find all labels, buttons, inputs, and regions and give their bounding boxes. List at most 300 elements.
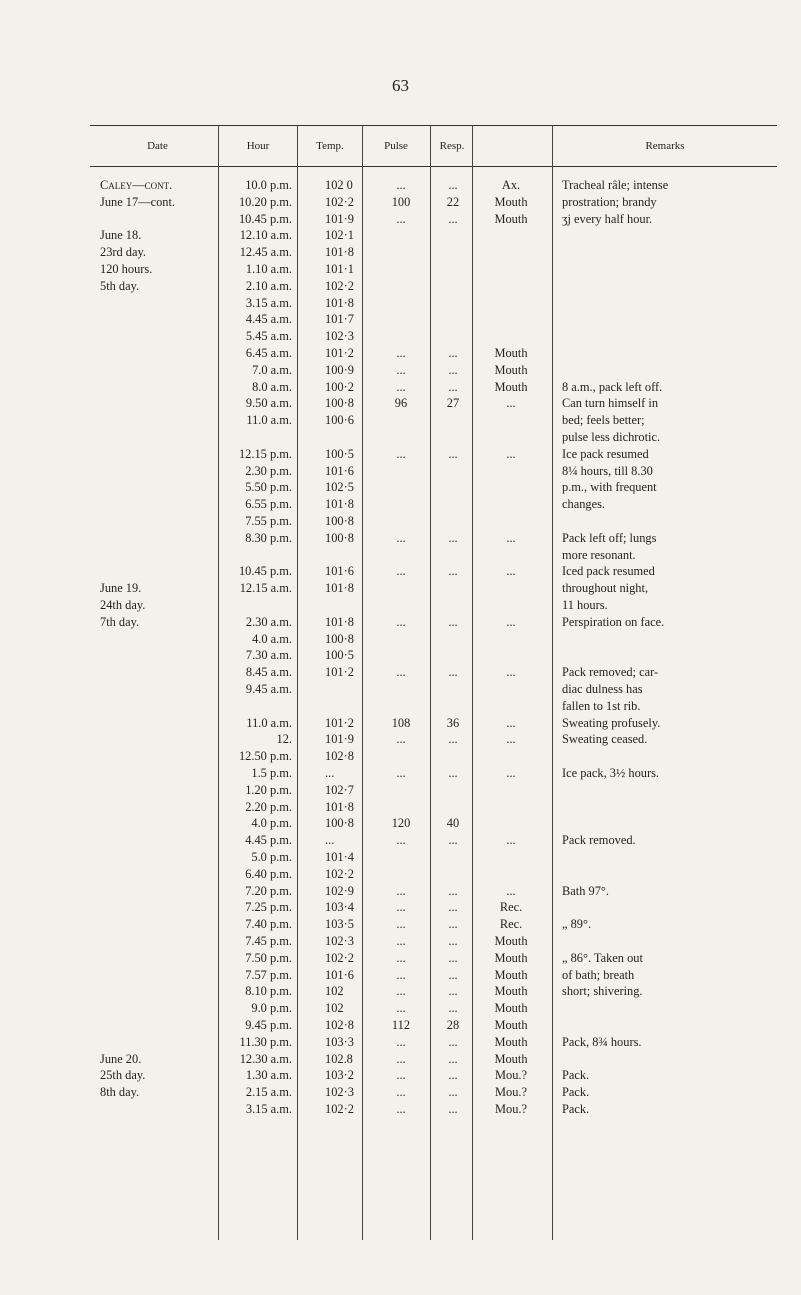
- hour-cell: 9.50 a.m.: [245, 396, 292, 411]
- temp-cell: 102 0: [325, 178, 353, 192]
- table-row: [0, 968, 801, 985]
- site-cell: Mouth: [494, 1001, 528, 1016]
- pulse-cell: ...: [396, 1034, 406, 1049]
- resp-cell: ...: [448, 446, 458, 461]
- hour-cell: 4.0 p.m.: [251, 816, 292, 831]
- table-header-rule: [90, 166, 777, 167]
- table-row: [0, 396, 801, 413]
- pulse-cell: 112: [391, 1018, 411, 1032]
- table-row: [0, 699, 801, 716]
- resp-cell: ...: [448, 564, 458, 579]
- hour-cell: 1.10 a.m.: [245, 262, 292, 276]
- hour-cell: 1.20 p.m.: [245, 782, 292, 797]
- pulse-cell: ...: [396, 564, 406, 579]
- temp-cell: 102·2: [325, 866, 354, 881]
- table-row: [0, 262, 801, 279]
- resp-cell: ...: [448, 1034, 458, 1049]
- hour-cell: 1.30 a.m.: [245, 1068, 292, 1083]
- date-cell: 7th day.: [100, 614, 140, 629]
- hour-cell: 7.45 p.m.: [245, 934, 292, 948]
- temp-cell: 101·9: [325, 732, 354, 747]
- table-row: [0, 363, 801, 380]
- temp-cell: 102·7: [325, 782, 354, 797]
- table-row: [0, 749, 801, 766]
- temp-cell: 100·8: [325, 514, 354, 528]
- table-row: [0, 850, 801, 867]
- hour-cell: 7.20 p.m.: [245, 883, 292, 898]
- temp-cell: 102·3: [325, 329, 354, 344]
- hour-cell: 9.45 p.m.: [245, 1018, 292, 1032]
- table-row: [0, 548, 801, 565]
- temp-cell: ...: [325, 833, 335, 848]
- pulse-cell: ...: [396, 950, 406, 965]
- table-row: [0, 228, 801, 245]
- header-hour: Hour: [246, 140, 270, 152]
- resp-cell: 36: [446, 715, 460, 730]
- site-cell: ...: [506, 564, 516, 579]
- table-row: [0, 934, 801, 951]
- hour-cell: 2.30 p.m.: [245, 463, 292, 478]
- temp-cell: 100·8: [325, 530, 354, 545]
- table-row: [0, 833, 801, 850]
- temp-cell: 100·2: [325, 379, 354, 394]
- resp-cell: ...: [448, 984, 458, 999]
- date-cell: June 20.: [100, 1051, 142, 1066]
- table-row: [0, 766, 801, 783]
- temp-cell: 101·7: [325, 312, 354, 327]
- temp-cell: 101·4: [325, 850, 354, 864]
- resp-cell: ...: [448, 883, 458, 898]
- table-row: [0, 413, 801, 430]
- hour-cell: 3.15 a.m.: [245, 295, 292, 310]
- site-cell: ...: [506, 396, 516, 411]
- table-row: [0, 632, 801, 649]
- remarks-cell: Iced pack resumed: [562, 564, 655, 579]
- table-row: [0, 245, 801, 262]
- hour-cell: 12.15 a.m.: [239, 581, 292, 596]
- temp-cell: 101·8: [325, 245, 354, 260]
- pulse-cell: 96: [394, 396, 408, 411]
- table-row: [0, 1102, 801, 1119]
- resp-cell: ...: [448, 346, 458, 360]
- site-cell: Mouth: [494, 1018, 528, 1032]
- pulse-cell: ...: [396, 614, 406, 629]
- hour-cell: 10.0 p.m.: [245, 178, 292, 192]
- hour-cell: 8.45 a.m.: [245, 665, 292, 680]
- temp-cell: 102.8: [325, 1051, 353, 1066]
- resp-cell: 22: [446, 194, 460, 209]
- site-cell: Mouth: [494, 1051, 528, 1066]
- resp-cell: ...: [448, 362, 458, 377]
- table-row: [0, 800, 801, 817]
- temp-cell: 101·2: [325, 346, 354, 360]
- pulse-cell: ...: [396, 379, 406, 394]
- temp-cell: 101·8: [325, 295, 354, 310]
- table-row: [0, 514, 801, 531]
- hour-cell: 12.: [276, 732, 292, 747]
- table-row: [0, 480, 801, 497]
- site-cell: ...: [506, 530, 516, 545]
- resp-cell: ...: [448, 766, 458, 780]
- table-row: [0, 380, 801, 397]
- hour-cell: 6.45 a.m.: [245, 346, 292, 360]
- table-top-rule: [90, 125, 777, 126]
- hour-cell: 8.30 p.m.: [245, 530, 292, 545]
- temp-cell: 101·8: [325, 497, 354, 512]
- remarks-cell: Sweating profusely.: [562, 715, 661, 730]
- pulse-cell: ...: [396, 967, 406, 982]
- header-remarks: Remarks: [645, 140, 685, 152]
- resp-cell: ...: [448, 917, 458, 932]
- date-cell: 25th day.: [100, 1068, 146, 1083]
- hour-cell: 4.45 p.m.: [245, 833, 292, 848]
- hour-cell: 7.25 p.m.: [245, 900, 292, 915]
- hour-cell: 8.10 p.m.: [245, 984, 292, 999]
- resp-cell: ...: [448, 950, 458, 965]
- temp-cell: 101·8: [325, 614, 354, 629]
- table-row: [0, 665, 801, 682]
- remarks-cell: bed; feels better;: [562, 413, 645, 428]
- pulse-cell: ...: [396, 917, 406, 932]
- site-cell: Mouth: [494, 984, 528, 999]
- remarks-cell: Pack left off; lungs: [562, 530, 657, 545]
- table-row: [0, 716, 801, 733]
- date-cell: June 19.: [100, 581, 142, 596]
- temp-cell: 101·6: [325, 463, 354, 478]
- table-row: [0, 1035, 801, 1052]
- site-cell: ...: [506, 883, 516, 898]
- pulse-cell: ...: [396, 446, 406, 461]
- pulse-cell: ...: [396, 362, 406, 377]
- remarks-cell: Ice pack, 3½ hours.: [562, 766, 660, 780]
- pulse-cell: ...: [396, 883, 406, 898]
- hour-cell: 7.30 a.m.: [245, 648, 292, 663]
- resp-cell: ...: [448, 1068, 458, 1083]
- site-cell: Mouth: [494, 934, 528, 948]
- resp-cell: ...: [448, 178, 458, 192]
- resp-cell: ...: [448, 967, 458, 982]
- site-cell: ...: [506, 446, 516, 461]
- remarks-cell: Can turn himself in: [562, 396, 659, 411]
- temp-cell: 100·8: [325, 631, 354, 646]
- remarks-cell: 8¼ hours, till 8.30: [562, 463, 653, 478]
- table-row: [0, 497, 801, 514]
- remarks-cell: Perspiration on face.: [562, 614, 665, 629]
- table-row: [0, 951, 801, 968]
- site-cell: Mouth: [494, 211, 528, 226]
- temp-cell: 102: [325, 1001, 344, 1016]
- temp-cell: 101·8: [325, 581, 354, 596]
- remarks-cell: Pack.: [562, 1068, 590, 1083]
- hour-cell: 5.50 p.m.: [245, 480, 292, 495]
- temp-cell: 101·2: [325, 715, 354, 730]
- temp-cell: 100·8: [325, 396, 354, 411]
- remarks-cell: changes.: [562, 497, 606, 512]
- site-cell: Mouth: [494, 967, 528, 982]
- pulse-cell: ...: [396, 766, 406, 780]
- resp-cell: ...: [448, 614, 458, 629]
- resp-cell: ...: [448, 1085, 458, 1100]
- table-row: [0, 917, 801, 934]
- table-row: [0, 900, 801, 917]
- pulse-cell: ...: [396, 900, 406, 915]
- hour-cell: 8.0 a.m.: [252, 379, 292, 394]
- resp-cell: ...: [448, 1102, 458, 1116]
- hour-cell: 10.45 p.m.: [238, 211, 292, 226]
- hour-cell: 4.0 a.m.: [252, 631, 292, 646]
- hour-cell: 9.0 p.m.: [251, 1001, 292, 1016]
- hour-cell: 1.5 p.m.: [251, 766, 292, 780]
- table-row: [0, 867, 801, 884]
- pulse-cell: ...: [396, 346, 406, 360]
- temp-cell: 102·5: [325, 480, 354, 495]
- temp-cell: 102·1: [325, 228, 354, 243]
- remarks-cell: Pack removed.: [562, 833, 636, 848]
- hour-cell: 12.30 a.m.: [239, 1051, 292, 1066]
- pulse-cell: 120: [391, 816, 411, 831]
- remarks-cell: p.m., with frequent: [562, 480, 657, 495]
- temp-cell: 101·6: [325, 564, 354, 579]
- resp-cell: 40: [446, 816, 460, 831]
- page-number: 63: [392, 76, 409, 95]
- temp-cell: 102·9: [325, 883, 354, 898]
- pulse-cell: ...: [396, 934, 406, 948]
- date-cell: Caley—cont.: [100, 178, 173, 192]
- remarks-cell: Pack.: [562, 1085, 590, 1100]
- header-pulse: Pulse: [384, 140, 408, 152]
- hour-cell: 5.45 a.m.: [245, 329, 292, 344]
- pulse-cell: ...: [396, 211, 406, 226]
- table-row: [0, 816, 801, 833]
- table-row: [0, 279, 801, 296]
- date-cell: June 18.: [100, 228, 142, 243]
- table-row: [0, 581, 801, 598]
- temp-cell: 103·3: [325, 1034, 354, 1049]
- pulse-cell: ...: [396, 1085, 406, 1100]
- hour-cell: 12.45 a.m.: [239, 245, 292, 260]
- resp-cell: ...: [448, 530, 458, 545]
- hour-cell: 7.50 p.m.: [245, 950, 292, 965]
- site-cell: Mouth: [494, 346, 528, 360]
- remarks-cell: Pack, 8¾ hours.: [562, 1034, 642, 1049]
- pulse-cell: ...: [396, 178, 406, 192]
- hour-cell: 9.45 a.m.: [245, 682, 292, 696]
- header-temp: Temp.: [316, 140, 344, 152]
- hour-cell: 2.10 a.m.: [245, 278, 292, 293]
- header-date: Date: [147, 140, 168, 152]
- table-row: [0, 195, 801, 212]
- temp-cell: 101·2: [325, 665, 354, 680]
- temp-cell: 101·6: [325, 967, 354, 982]
- resp-cell: ...: [448, 665, 458, 680]
- site-cell: Mouth: [494, 1034, 528, 1049]
- hour-cell: 12.10 a.m.: [239, 228, 292, 243]
- hour-cell: 7.55 p.m.: [245, 514, 292, 528]
- resp-cell: ...: [448, 211, 458, 226]
- hour-cell: 7.40 p.m.: [245, 917, 292, 932]
- temp-cell: 101·1: [325, 262, 354, 276]
- resp-cell: ...: [448, 379, 458, 394]
- hour-cell: 3.15 a.m.: [245, 1102, 292, 1116]
- remarks-cell: Ice pack resumed: [562, 446, 649, 461]
- site-cell: Ax.: [501, 178, 521, 192]
- table-row: [0, 1018, 801, 1035]
- site-cell: ...: [506, 614, 516, 629]
- site-cell: Mouth: [494, 362, 528, 377]
- temp-cell: 103·5: [325, 917, 354, 932]
- hour-cell: 12.15 p.m.: [238, 446, 292, 461]
- table-row: [0, 598, 801, 615]
- temp-cell: 100·5: [325, 446, 354, 461]
- pulse-cell: ...: [396, 1102, 406, 1116]
- resp-cell: 27: [446, 396, 460, 411]
- remarks-cell: 11 hours.: [562, 598, 608, 612]
- hour-cell: 4.45 a.m.: [245, 312, 292, 327]
- temp-cell: 102·2: [325, 194, 354, 209]
- temp-cell: 102·2: [325, 950, 354, 965]
- hour-cell: 6.40 p.m.: [245, 866, 292, 881]
- pulse-cell: ...: [396, 984, 406, 999]
- hour-cell: 2.15 a.m.: [245, 1085, 292, 1100]
- site-cell: ...: [506, 715, 516, 730]
- table-row: [0, 732, 801, 749]
- site-cell: Mou.?: [494, 1085, 527, 1100]
- remarks-cell: 8 a.m., pack left off.: [562, 379, 663, 394]
- pulse-cell: 108: [391, 715, 411, 730]
- remarks-cell: short; shivering.: [562, 984, 643, 999]
- remarks-cell: more resonant.: [562, 547, 636, 562]
- remarks-cell: throughout night,: [562, 581, 649, 596]
- date-cell: 24th day.: [100, 598, 146, 612]
- temp-cell: 102·8: [325, 1018, 354, 1032]
- table-row: [0, 984, 801, 1001]
- site-cell: Mouth: [494, 950, 528, 965]
- site-cell: Rec.: [499, 917, 523, 932]
- remarks-cell: prostration; brandy: [562, 194, 657, 209]
- table-row: [0, 1052, 801, 1069]
- temp-cell: 102·3: [325, 934, 354, 948]
- pulse-cell: 100: [391, 194, 411, 209]
- temp-cell: 102·2: [325, 1102, 354, 1116]
- table-row: [0, 884, 801, 901]
- date-cell: 120 hours.: [100, 262, 153, 276]
- table-row: [0, 1001, 801, 1018]
- hour-cell: 7.0 a.m.: [252, 362, 292, 377]
- remarks-cell: Sweating ceased.: [562, 732, 648, 747]
- hour-cell: 10.45 p.m.: [238, 564, 292, 579]
- site-cell: Mouth: [494, 379, 528, 394]
- temp-cell: 102: [325, 984, 344, 999]
- table-row: [0, 564, 801, 581]
- table-row: [0, 464, 801, 481]
- hour-cell: 2.20 p.m.: [245, 799, 292, 814]
- pulse-cell: ...: [396, 833, 406, 848]
- site-cell: ...: [506, 732, 516, 747]
- table-row: [0, 1085, 801, 1102]
- hour-cell: 2.30 a.m.: [245, 614, 292, 629]
- table-row: [0, 329, 801, 346]
- pulse-cell: ...: [396, 1068, 406, 1083]
- pulse-cell: ...: [396, 732, 406, 747]
- resp-cell: ...: [448, 732, 458, 747]
- site-cell: Mou.?: [494, 1068, 527, 1083]
- site-cell: ...: [506, 665, 516, 680]
- temp-cell: ...: [325, 766, 335, 780]
- pulse-cell: ...: [396, 1051, 406, 1066]
- temp-cell: 102·8: [325, 749, 354, 764]
- temp-cell: 101·8: [325, 799, 354, 814]
- resp-cell: ...: [448, 900, 458, 915]
- site-cell: Mouth: [494, 194, 528, 209]
- temp-cell: 100·9: [325, 362, 354, 377]
- resp-cell: 28: [446, 1018, 460, 1032]
- temp-cell: 100·8: [325, 816, 354, 831]
- table-row: [0, 296, 801, 313]
- site-cell: Mou.?: [494, 1102, 527, 1116]
- table-row: [0, 447, 801, 464]
- temp-cell: 102·2: [325, 278, 354, 293]
- resp-cell: ...: [448, 1051, 458, 1066]
- hour-cell: 10.20 p.m.: [238, 194, 292, 209]
- table-row: [0, 682, 801, 699]
- remarks-cell: fallen to 1st rib.: [562, 698, 641, 713]
- site-cell: ...: [506, 833, 516, 848]
- temp-cell: 101·9: [325, 211, 354, 226]
- remarks-cell: diac dulness has: [562, 682, 643, 696]
- remarks-cell: pulse less dichrotic.: [562, 430, 661, 444]
- table-row: [0, 212, 801, 229]
- table-row: [0, 531, 801, 548]
- pulse-cell: ...: [396, 530, 406, 545]
- hour-cell: 11.30 p.m.: [239, 1034, 292, 1049]
- table-row: [0, 783, 801, 800]
- hour-cell: 7.57 p.m.: [245, 967, 292, 982]
- date-cell: 8th day.: [100, 1085, 140, 1100]
- hour-cell: 11.0 a.m.: [246, 715, 292, 730]
- hour-cell: 11.0 a.m.: [246, 413, 292, 428]
- temp-cell: 102·3: [325, 1085, 354, 1100]
- hour-cell: 6.55 p.m.: [245, 497, 292, 512]
- table-row: [0, 1068, 801, 1085]
- site-cell: Rec.: [499, 900, 523, 915]
- table-row: [0, 346, 801, 363]
- remarks-cell: Pack.: [562, 1102, 590, 1116]
- table-row: [0, 312, 801, 329]
- remarks-cell: Pack removed; car-: [562, 665, 659, 680]
- table-row: [0, 648, 801, 665]
- hour-cell: 12.50 p.m.: [238, 749, 292, 764]
- table-row: [0, 615, 801, 632]
- table-row: [0, 178, 801, 195]
- date-cell: 5th day.: [100, 278, 140, 293]
- table-row: [0, 430, 801, 447]
- temp-cell: 100·5: [325, 648, 354, 663]
- remarks-cell: Bath 97°.: [562, 883, 609, 898]
- temp-cell: 103·4: [325, 900, 354, 915]
- pulse-cell: ...: [396, 1001, 406, 1016]
- remarks-cell: „ 86°. Taken out: [562, 950, 643, 965]
- temp-cell: 103·2: [325, 1068, 354, 1083]
- resp-cell: ...: [448, 833, 458, 848]
- hour-cell: 5.0 p.m.: [251, 850, 292, 864]
- resp-cell: ...: [448, 934, 458, 948]
- remarks-cell: ʒj every half hour.: [562, 211, 653, 226]
- resp-cell: ...: [448, 1001, 458, 1016]
- remarks-cell: „ 89°.: [562, 917, 592, 932]
- date-cell: 23rd day.: [100, 245, 146, 260]
- site-cell: ...: [506, 766, 516, 780]
- remarks-cell: of bath; breath: [562, 967, 635, 982]
